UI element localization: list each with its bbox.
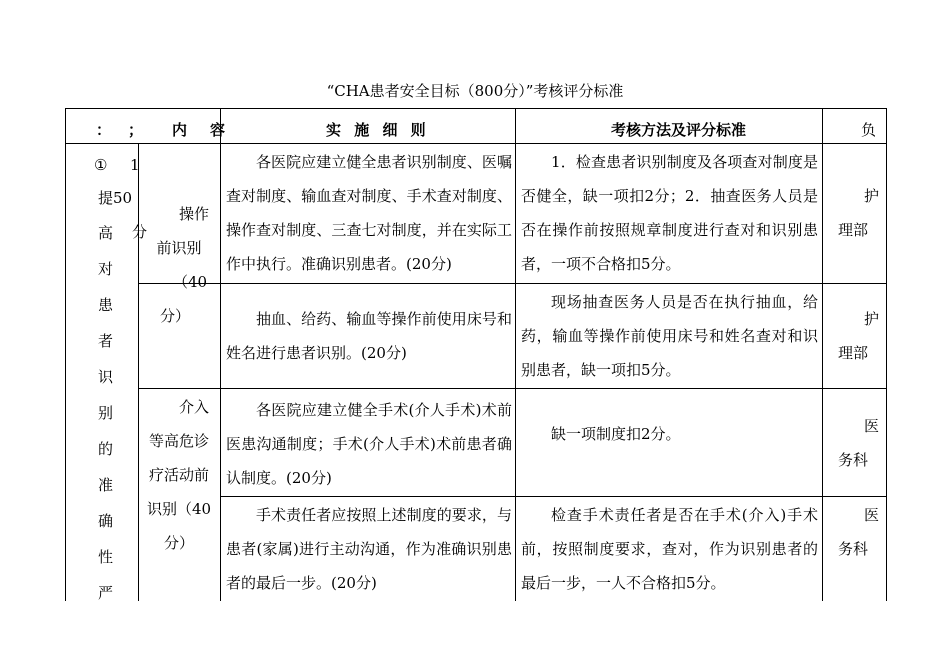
score-prefix: 提50 — [98, 189, 133, 207]
responsible-text: 医 务科 — [838, 417, 880, 469]
left-char: 患 — [98, 296, 114, 314]
detail-text: 各医院应建立健全患者识别制度、医嘱查对制度、输血查对制度、手术查对制度、操作查对制度、三查七对制度，并在实际工作中执行。准确识别患者。(20分) — [226, 153, 512, 273]
method-text: 1．检查患者识别制度及各项查对制度是否健全，缺一项扣2分；2．抽查医务人员是否在操作前按照规章制度进行查对和识别患者，一项不合格扣5分。 — [521, 153, 818, 273]
section-rule — [138, 388, 886, 389]
row-marker: ① — [94, 156, 108, 174]
header-content: 内 容 — [172, 121, 230, 139]
method-text: 缺一项制度扣2分。 — [551, 425, 681, 443]
scoring-table — [65, 108, 887, 601]
left-char: 高 — [98, 224, 114, 242]
responsible-text: 护 理部 — [838, 187, 880, 239]
header-col-b: ； — [128, 121, 148, 139]
left-char: 对 — [98, 260, 114, 278]
left-char: 确 — [98, 512, 114, 530]
left-char: 准 — [98, 476, 114, 494]
document-title: “CHA患者安全目标（800分）”考核评分标准 — [326, 82, 624, 100]
col-rule-content — [220, 109, 221, 601]
left-char: 别 — [98, 404, 114, 422]
detail-text: 各医院应建立健全手术(介人手术)术前医患沟通制度；手术(介人手术)术前患者确认制度。(20分) — [226, 401, 512, 487]
detail-text: 抽血、给药、输血等操作前使用床号和姓名进行患者识别。(20分) — [226, 310, 512, 362]
header-bottom-rule — [66, 143, 886, 144]
left-char: 识 — [98, 368, 114, 386]
header-details: 实 施 细 则 — [326, 121, 430, 139]
method-text: 现场抽查医务人员是否在执行抽血，给药，输血等操作前使用床号和姓名查对和识别患者，缺一项扣5分。 — [521, 293, 818, 379]
col-rule-method — [822, 109, 823, 601]
left-char: 性 — [98, 548, 114, 566]
method-text: 检查手术责任者是否在手术(介入)手术前，按照制度要求，查对，作为识别患者的最后一步，一人不合格扣5分。 — [521, 506, 818, 592]
section-name-intervention: 介入 等高危诊 疗活动前 识别（40 分） — [146, 398, 212, 552]
row-rule-3 — [220, 496, 886, 497]
detail-text: 手术责任者应按照上述制度的要求，与患者(家属)进行主动沟通，作为准确识别患者的最后一步。(20分) — [226, 506, 512, 592]
score-suffix: 分 — [132, 223, 148, 241]
left-char: 严 — [98, 584, 114, 601]
header-responsible: 负 — [861, 121, 881, 139]
col-rule-details — [515, 109, 516, 601]
left-char: 者 — [98, 332, 114, 350]
responsible-text: 医 务科 — [838, 506, 880, 558]
left-vertical-text — [98, 215, 113, 601]
header-col-a: ： — [96, 121, 116, 139]
header-method: 考核方法及评分标准 — [611, 121, 747, 139]
left-char: 的 — [98, 440, 114, 458]
responsible-text: 护 理部 — [838, 310, 880, 362]
row-rule-1 — [138, 283, 886, 284]
section-name-operation: 操作 前识别 （40 分） — [156, 205, 209, 325]
row-number: 1 — [130, 156, 140, 174]
